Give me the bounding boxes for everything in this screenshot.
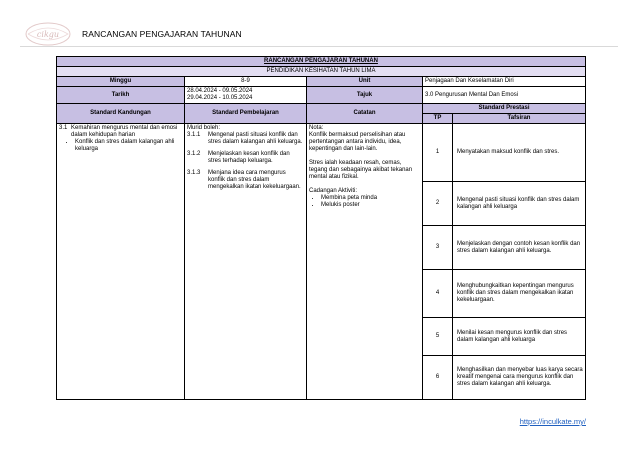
minggu-label: Minggu [57,77,185,87]
sp-item-text: Menjelaskan kesan konflik dan stres terhadap keluarga. [208,151,290,164]
svg-text:cikgu: cikgu [36,30,60,39]
tp-3: 3 [423,226,453,270]
aktiviti-list [309,195,420,209]
tafsiran-6: Menghasilkan dan menyebar luas karya secara kreatif mengenai cara mengurus konflik dan stres dalam kalangan ahli keluarga. [453,356,586,400]
plan-table [56,56,586,400]
tafsiran-3: Menjelaskan dengan contoh kesan konflik dan stres dalam kalangan ahli keluarga. [453,226,586,270]
page-header [20,6,620,56]
col-catatan: Catatan [307,104,423,124]
tafsiran-4: Menghubungkaitkan kepentingan mengurus konflik dan stres dalam mengekalkan ikatan kekeluargaan. [453,270,586,318]
standard-kandungan-cell [57,124,185,400]
aktiviti-item: • Melukis poster [321,202,420,209]
sp-item [187,151,304,165]
tp-6: 6 [423,356,453,400]
cikgu-logo-icon [20,20,76,48]
sp-item-number: 3.1.2 [187,151,201,157]
col-standard-pembelajaran: Standard Pembelajaran [185,104,307,124]
sp-list [187,132,304,191]
catatan-cell [307,124,423,400]
sp-item [187,170,304,191]
tarikh-value [185,87,307,104]
subject-row: PENDIDIKAN KESIHATAN TAHUN LIMA [57,67,586,77]
tp-1: 1 [423,124,453,182]
catatan-konflik: Konflik bermaksud perselisihan atau pertentangan antara individu, idea, kepentingan dan lain-lain. [309,132,406,152]
sp-item-number: 3.1.1 [187,132,201,138]
unit-label: Unit [307,77,423,87]
catatan-cadangan: Cadangan Aktiviti: [309,188,358,194]
sp-item [187,132,304,146]
col-standard-kandungan: Standard Kandungan [57,104,185,124]
tp-4: 4 [423,270,453,318]
tarikh-line-2: 29.04.2024 - 10.05.2024 [187,95,253,101]
sk-text: Kemahiran mengurus mental dan emosi dalam kehidupan harian [71,125,178,138]
tafsiran-5: Menilai kesan mengurus konflik dan stres dalam kalangan ahli keluarga [453,318,586,356]
header-title: RANCANGAN PENGAJARAN TAHUNAN [82,29,242,39]
table-title: RANCANGAN PENGAJARAN TAHUNAN [57,57,586,67]
sp-item-number: 3.1.3 [187,170,201,176]
tp-2: 2 [423,182,453,226]
sp-item-text: Mengenal pasti situasi konflik dan stres dalam kalangan ahli keluarga. [208,132,303,145]
tp-5: 5 [423,318,453,356]
sp-item-text: Menjana idea cara mengurus konflik dan stres dalam mengekalkan ikatan kekeluargaan. [208,170,301,190]
catatan-nota: Nota: [309,125,324,131]
col-tp: TP [423,114,453,124]
col-tafsiran: Tafsiran [453,114,586,124]
sk-bullets [59,139,182,153]
col-standard-prestasi: Standard Prestasi [423,104,586,114]
sk-bullet-item: • Konflik dan stres dalam kalangan ahli keluarga [75,139,182,153]
tajuk-value: 3.0 Pengurusan Mental Dan Emosi [423,87,586,104]
standard-pembelajaran-cell [185,124,307,400]
catatan-stres: Stres ialah keadaan resah, cemas, tegang dan sebagainya akibat tekanan mental atau fizikal. [309,160,413,180]
tarikh-label: Tarikh [57,87,185,104]
footer-link[interactable]: https://inculkate.my/ [519,417,586,426]
tarikh-line-1: 28.04.2024 - 09.05.2024 [187,88,253,94]
tafsiran-1: Menyatakan maksud konflik dan stres. [453,124,586,182]
header-divider [20,46,618,47]
sp-intro: Murid boleh: [187,125,221,131]
unit-value: Penjagaan Dan Keselamatan Diri [423,77,586,87]
tafsiran-2: Mengenal pasti situasi konflik dan stres dalam kalangan ahli keluarga [453,182,586,226]
aktiviti-item: • Membina peta minda [321,195,420,202]
tajuk-label: Tajuk [307,87,423,104]
sk-number: 3.1 [59,125,68,131]
minggu-value: 8-9 [185,77,307,87]
